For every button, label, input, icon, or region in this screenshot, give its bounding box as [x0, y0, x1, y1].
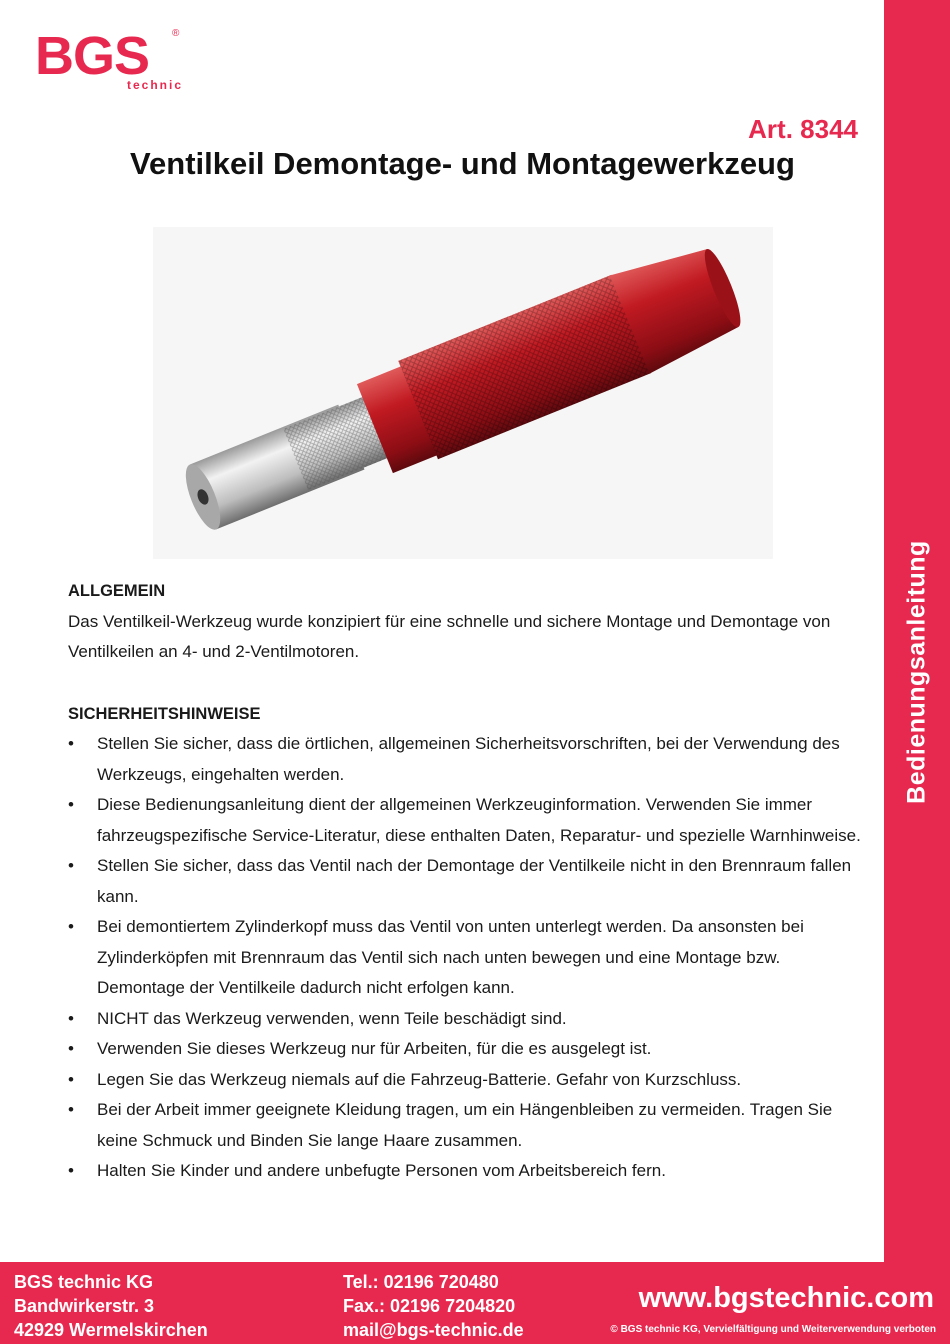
bullet-icon: •: [68, 1008, 74, 1028]
product-image: [153, 227, 773, 559]
bullet-icon: •: [68, 734, 74, 753]
list-item: [68, 912, 868, 1004]
general-text: Das Ventilkeil-Werkzeug wurde konzipiert für eine schnelle und sichere Montage und Demontage von Ventilkeilen an 4- und 2-Ventilmotoren.: [68, 611, 831, 661]
page-title: Ventilkeil Demontage- und Montagewerkzeug: [130, 146, 795, 181]
footer-website-link[interactable]: www.bgstechnic.com: [638, 1282, 934, 1314]
list-item: [68, 1156, 868, 1187]
bullet-icon: •: [68, 795, 74, 814]
list-item: [68, 1004, 868, 1035]
footer-city: 42929 Wermelskirchen: [14, 1320, 208, 1340]
logo-subtitle: technic: [127, 78, 184, 92]
list-item-text: Bei der Arbeit immer geeignete Kleidung tragen, um ein Hängenbleiben zu vermeiden. Tragen Sie keine Schmuck und Binden Sie lange Haare zusammen.: [97, 1100, 833, 1150]
footer: [0, 1262, 950, 1344]
bullet-icon: •: [68, 1069, 74, 1089]
content: [68, 576, 868, 1187]
list-item: [68, 1095, 868, 1156]
bullet-icon: •: [68, 856, 74, 875]
list-item-text: Stellen Sie sicher, dass die örtlichen, allgemeinen Sicherheitsvorschriften, bei der Verwendung des Werkzeugs, eingehalten werden.: [97, 734, 840, 784]
footer-street: Bandwirkerstr. 3: [14, 1296, 155, 1316]
footer-copyright: © BGS technic KG, Vervielfältigung und Weiterverwendung verboten: [610, 1324, 936, 1335]
bullet-icon: •: [68, 1100, 74, 1119]
list-item: [68, 729, 868, 790]
footer-contact: [343, 1270, 524, 1342]
bullet-icon: •: [68, 917, 74, 936]
safety-list: [68, 729, 868, 1187]
footer-fax: Fax.: 02196 7204820: [343, 1296, 516, 1316]
logo-registered-mark: ®: [172, 28, 180, 39]
list-item: [68, 790, 868, 851]
footer-tel: Tel.: 02196 720480: [343, 1272, 499, 1292]
list-item-text: Halten Sie Kinder und andere unbefugte Personen vom Arbeitsbereich fern.: [97, 1161, 666, 1180]
list-item-text: Diese Bedienungsanleitung dient der allgemeinen Werkzeuginformation. Verwenden Sie immer fahrzeugspezifische Service-Literatur, diese enthalten Daten, Reparatur- und spezielle Warnhinweise.: [97, 795, 861, 845]
footer-address: [14, 1270, 208, 1342]
logo-text: BGS: [35, 26, 150, 86]
section-heading-general: ALLGEMEIN: [68, 582, 166, 600]
section-heading-safety: SICHERHEITSHINWEISE: [68, 704, 261, 723]
list-item: [68, 851, 868, 912]
bullet-icon: •: [68, 1039, 74, 1058]
list-item-text: Verwenden Sie dieses Werkzeug nur für Arbeiten, für die es ausgelegt ist.: [97, 1039, 652, 1058]
list-item-text: NICHT das Werkzeug verwenden, wenn Teile beschädigt sind.: [97, 1008, 567, 1028]
list-item: [68, 1065, 868, 1096]
footer-company: BGS technic KG: [14, 1272, 154, 1292]
footer-mail[interactable]: mail@bgs-technic.de: [343, 1320, 524, 1340]
brand-logo: [35, 26, 185, 96]
list-item-text: Bei demontiertem Zylinderkopf muss das Ventil von unten unterlegt werden. Da ansonsten bei Zylinderköpfen mit Brennraum das Ventil sich nach unten bewegen und eine Montage bzw. Demontage der Ventilkeile dadurch nicht erfolgen kann.: [97, 917, 804, 997]
bullet-icon: •: [68, 1161, 74, 1180]
article-number: Art. 8344: [748, 114, 858, 144]
list-item-text: Stellen Sie sicher, dass das Ventil nach der Demontage der Ventilkeile nicht in den Brennraum fallen kann.: [97, 856, 852, 906]
list-item: [68, 1034, 868, 1065]
side-label: Bedienungsanleitung: [902, 540, 931, 804]
list-item-text: Legen Sie das Werkzeug niemals auf die Fahrzeug-Batterie. Gefahr von Kurzschluss.: [97, 1069, 742, 1089]
